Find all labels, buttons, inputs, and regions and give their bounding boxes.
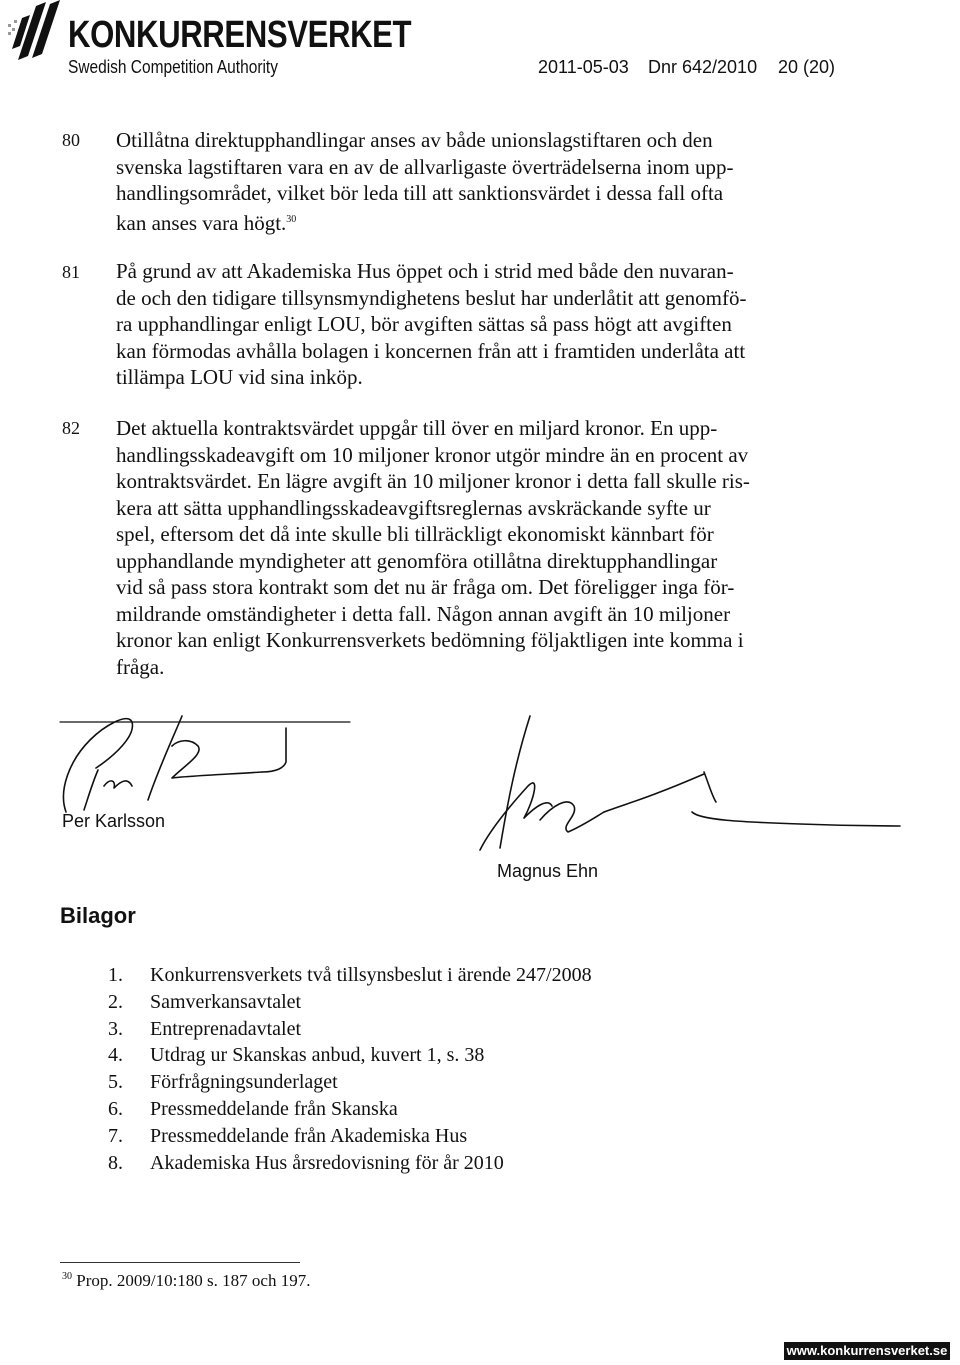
list-item bbox=[108, 1150, 592, 1177]
paragraph-line: kan förmodas avhålla bolagen i koncernen från att i framtiden underlåta att bbox=[116, 338, 746, 363]
paragraph-line: tillämpa LOU vid sina inköp. bbox=[116, 365, 363, 389]
paragraph-line: kontraktsvärdet. En lägre avgift än 10 miljoner kronor i detta fall skulle ris- bbox=[116, 469, 750, 493]
list-item-text: Förfrågningsunderlaget bbox=[150, 1071, 338, 1094]
list-item bbox=[108, 989, 592, 1016]
list-item bbox=[108, 1096, 592, 1123]
paragraph-line: fråga. bbox=[116, 654, 165, 679]
paragraph-line: mildrande omständigheter i detta fall. Någon annan avgift än 10 miljoner bbox=[116, 601, 731, 626]
footnote-divider bbox=[60, 1262, 300, 1263]
list-item-text: Utdrag ur Skanskas anbud, kuvert 1, s. 38 bbox=[150, 1044, 485, 1067]
paragraph-line: spel, eftersom det då inte skulle bli tillräckligt ekonomiskt kännbart för bbox=[116, 522, 714, 546]
paragraph-number: 82 bbox=[62, 418, 80, 438]
paragraph-line: kronor kan enligt Konkurrensverkets bedömning följaktligen inte komma i bbox=[116, 628, 744, 652]
list-item-number: 4. bbox=[108, 1044, 123, 1067]
paragraph-line-text: kan anses vara högt. bbox=[116, 210, 287, 235]
signatory-left-name: Per Karlsson bbox=[62, 811, 166, 831]
paragraph-line: upphandlande myndigheter att genomföra otillåtna direktupphandlingar bbox=[116, 548, 718, 573]
paragraph-line: handlingsområdet, vilket bör leda till att sanktionsvärdet i dessa fall ofta bbox=[116, 181, 724, 205]
document-date: 2011-05-03 bbox=[538, 57, 629, 77]
list-item bbox=[108, 1069, 592, 1096]
page-number: 20 (20) bbox=[778, 57, 836, 77]
paragraph-number: 81 bbox=[62, 262, 80, 282]
paragraph-line: På grund av att Akademiska Hus öppet och i strid med både den nuvaran- bbox=[116, 259, 734, 283]
list-item bbox=[108, 1016, 592, 1043]
paragraph-line: ra upphandlingar enligt LOU, bör avgiften sättas så pass högt att avgiften bbox=[116, 312, 732, 336]
signature-left bbox=[63, 719, 132, 812]
paragraph-line: kera att sätta upphandlingsskadeavgiftsreglernas avskräckande syfte ur bbox=[116, 495, 711, 520]
list-item-number: 5. bbox=[108, 1071, 123, 1094]
list-item-number: 1. bbox=[108, 964, 123, 986]
paragraph-line: vid så pass stora kontrakt som det nu är fråga om. Det föreligger inga för- bbox=[116, 575, 735, 599]
paragraph-line: Otillåtna direktupphandlingar anses av både unionslagstiftaren och den bbox=[116, 128, 713, 152]
signature-right bbox=[500, 716, 530, 848]
attachments-list bbox=[108, 962, 592, 1176]
list-item-text: Samverkansavtalet bbox=[150, 990, 302, 1013]
organization-name: KONKURRENSVERKET bbox=[68, 14, 412, 56]
document-reference: Dnr 642/2010 bbox=[648, 57, 758, 77]
list-item bbox=[108, 1042, 592, 1069]
paragraph-line: Det aktuella kontraktsvärdet uppgår till över en miljard kronor. En upp- bbox=[116, 416, 718, 440]
paragraph-number: 80 bbox=[62, 130, 80, 150]
list-item-text: Konkurrensverkets två tillsynsbeslut i ärende 247/2008 bbox=[150, 964, 592, 986]
footnote-text: Prop. 2009/10:180 s. 187 och 197. bbox=[76, 1271, 311, 1290]
footnote bbox=[62, 1272, 310, 1289]
list-item-number: 8. bbox=[108, 1151, 123, 1174]
website-link[interactable]: www.konkurrensverket.se bbox=[784, 1342, 950, 1360]
list-item-text: Pressmeddelande från Akademiska Hus bbox=[150, 1124, 468, 1147]
list-item-text: Entreprenadavtalet bbox=[150, 1017, 302, 1040]
list-item-number: 6. bbox=[108, 1097, 123, 1120]
list-item bbox=[108, 1123, 592, 1150]
list-item-text: Pressmeddelande från Skanska bbox=[150, 1097, 398, 1120]
list-item-number: 2. bbox=[108, 990, 123, 1013]
footnote-marker: 30 bbox=[62, 1271, 72, 1282]
list-item-text: Akademiska Hus årsredovisning för år 2010 bbox=[150, 1151, 504, 1174]
paragraph-line: svenska lagstiftaren vara en av de allvarligaste överträdelserna inom upp- bbox=[116, 154, 734, 179]
list-item-number: 7. bbox=[108, 1124, 123, 1147]
organization-subtitle: Swedish Competition Authority bbox=[68, 57, 278, 77]
list-item-number: 3. bbox=[108, 1017, 123, 1040]
list-item bbox=[108, 962, 592, 989]
signatory-right-name: Magnus Ehn bbox=[497, 861, 599, 881]
paragraph-line: handlingsskadeavgift om 10 miljoner kronor utgör mindre än en procent av bbox=[116, 442, 749, 467]
footnote-reference: 30 bbox=[286, 213, 297, 225]
paragraph-line: de och den tidigare tillsynsmyndighetens beslut har underlåtit att genomfö- bbox=[116, 285, 747, 310]
attachments-heading: Bilagor bbox=[60, 903, 136, 928]
